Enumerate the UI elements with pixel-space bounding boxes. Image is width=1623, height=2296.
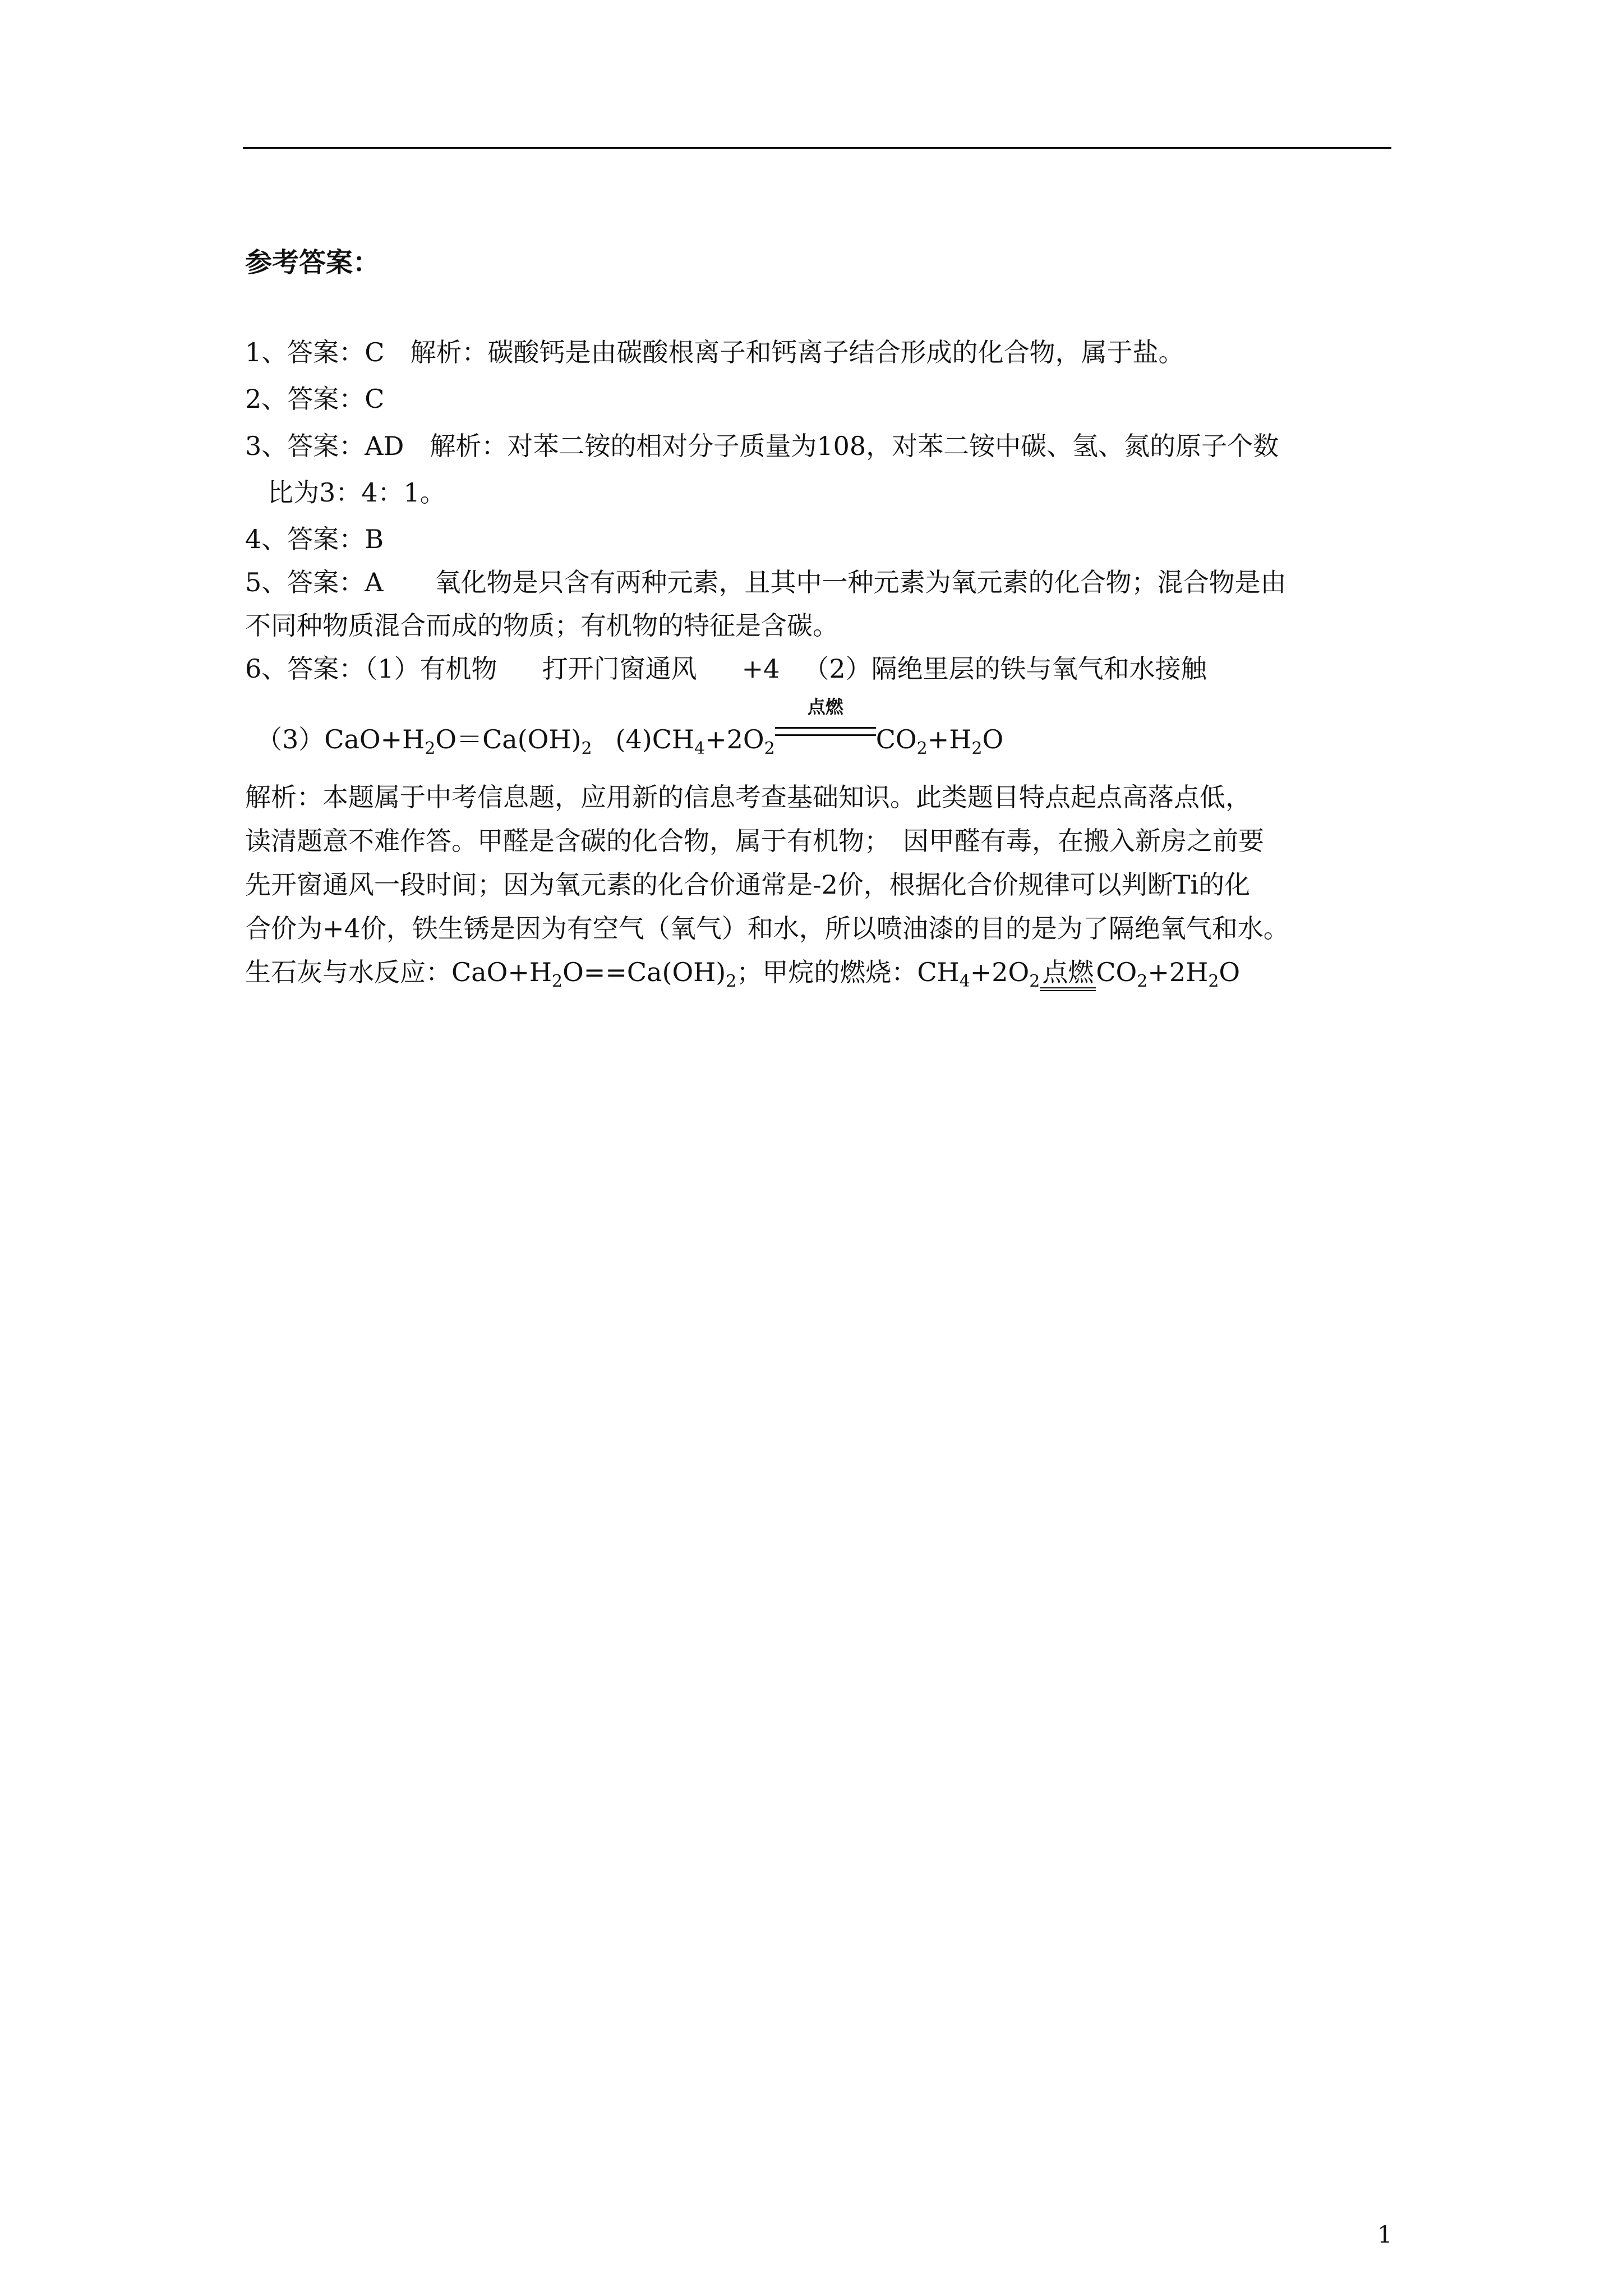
analysis-line-1: 解析：本题属于中考信息题，应用新的信息考查基础知识。此类题目特点起点高落点低， — [245, 782, 1251, 812]
section-heading: 参考答案： — [245, 247, 380, 278]
answer-4: 4、答案：B — [245, 524, 384, 554]
answer-3-line-2: 比为3：4：1。 — [268, 477, 446, 508]
answer-6-prefix: 6、答案： — [245, 654, 365, 684]
analysis-line-3: 先开窗通风一段时间；因为氧元素的化合价通常是-2价，根据化合价规律可以判断Ti的化 — [245, 869, 1251, 900]
reaction-condition-underlined: 点燃 — [1040, 957, 1096, 991]
equation-cao-water: $CaO+H_2O=Ca(OH)_2$ — [324, 724, 592, 759]
page-number: 1 — [1377, 2221, 1393, 2248]
header-rule — [243, 147, 1391, 149]
answer-6-line-2: $(3)CaO+H_2O=Ca(OH)_2$ $(4)CH_4+2O_2$ 点燃 $CO_2+H_2O$ — [256, 696, 1004, 759]
reaction-condition-arrow: 点燃 — [775, 723, 876, 748]
answer-5-line-1: 5、答案：A 氧化物是只含有两种元素，且其中一种元素为氧元素的化合物；混合物是由 — [245, 567, 1287, 597]
equation-methane-combustion: $CH_4+2O_2$ 点燃 $CO_2+H_2O$ — [652, 696, 1004, 759]
answer-6-part-3: +4 — [741, 654, 780, 684]
answer-6-part-1: （1）有机物 — [365, 654, 497, 684]
answer-3-line-1: 3、答案：AD 解析：对苯二铵的相对分子质量为108，对苯二铵中碳、氢、氮的原子个数 — [245, 431, 1279, 461]
analysis-line-4: 合价为+4价，铁生锈是因为有空气（氧气）和水，所以喷油漆的目的是为了隔绝氧气和水。 — [245, 913, 1289, 944]
answer-6-part-4: （2）隔绝里层的铁与氧气和水接触 — [803, 654, 1207, 684]
answer-1: 1、答案：C 解析：碳酸钙是由碳酸根离子和钙离子结合形成的化合物，属于盐。 — [245, 337, 1184, 367]
analysis-line-5: 生石灰与水反应：$CaO+H_2O==Ca(OH)_2$；甲烷的燃烧：$CH_4+2O_2$点燃$CO_2+2H_2O$ — [245, 957, 1241, 992]
answer-2: 2、答案：C — [245, 384, 385, 414]
answer-6-line-1 — [245, 656, 1207, 682]
answer-5-line-2: 不同种物质混合而成的物质；有机物的特征是含碳。 — [245, 610, 838, 641]
analysis-line-2: 读清题意不难作答。甲醛是含碳的化合物，属于有机物； 因甲醛有毒，在搬入新房之前要 — [245, 826, 1264, 856]
answer-6-part-2: 打开门窗通风 — [542, 654, 697, 684]
